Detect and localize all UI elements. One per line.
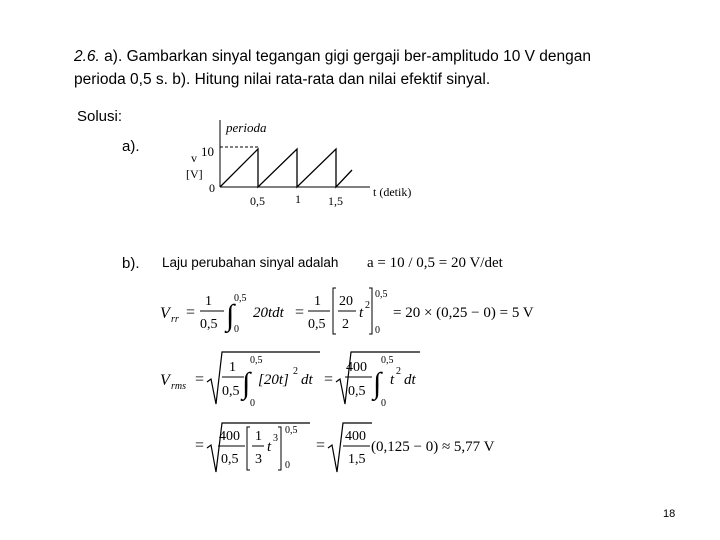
vrms-int2-lower: 0: [381, 398, 386, 409]
vrr-inner-den: 2: [342, 317, 349, 332]
vrms2-exp: 3: [273, 433, 278, 444]
vrms-int-upper: 0,5: [250, 355, 263, 366]
vrr-inner-num: 20: [339, 294, 353, 309]
vrr-f2-num: 1: [314, 294, 321, 309]
vrms-integrand: [20t]: [258, 372, 289, 388]
vrms-integrand2-exp: 2: [396, 366, 401, 377]
vrms-integral-icon: ∫: [242, 367, 251, 400]
vrr-bar-lower: 0: [375, 325, 380, 336]
vrms-lhs-sub: rms: [171, 381, 187, 392]
vrms-eq-sign-2: =: [324, 371, 334, 388]
vrr-bracket-left: [333, 288, 336, 334]
y-zero-label: 0: [209, 181, 215, 195]
vrms2-eq-sign-2: =: [316, 437, 326, 454]
vrr-eq-sign-2: =: [295, 304, 305, 321]
vrr-bar-upper: 0,5: [375, 289, 388, 300]
vrms2-bar-upper: 0,5: [285, 425, 298, 436]
vrr-int-upper: 0,5: [234, 293, 247, 304]
rate-equation: a = 10 / 0,5 = 20 V/det: [367, 255, 503, 271]
page-number: 18: [663, 508, 676, 520]
vrr-lhs-sub: rr: [171, 314, 179, 325]
vrr-formula: [160, 288, 534, 336]
period-label: perioda: [226, 120, 267, 135]
vrms2-f3-num: 400: [345, 429, 366, 444]
vrr-lhs: V: [160, 305, 170, 322]
vrms-integrand2: t: [390, 372, 395, 388]
vrr-integrand: 20tdt: [253, 305, 284, 321]
vrr-bracket-right: [369, 288, 372, 334]
vrms2-bracket-left: [247, 427, 250, 470]
x-axis-label: t (detik): [373, 185, 412, 199]
vrms-integral-icon-2: ∫: [373, 367, 382, 400]
vrms-f2-num: 400: [346, 360, 367, 375]
vrr-result: = 20 × (0,25 − 0) = 5 V: [393, 305, 534, 321]
vrms2-f2-num: 1: [255, 429, 262, 444]
vrms2-f3-den: 1,5: [348, 452, 366, 467]
vrms2-bracket-right: [278, 427, 281, 470]
x-label-1-5: 1,5: [328, 194, 343, 208]
vrms2-bar-lower: 0: [285, 460, 290, 471]
vrr-f1-den: 0,5: [200, 317, 218, 332]
vrms-dt: dt: [301, 372, 313, 388]
vrms2-tail: (0,125 − 0) ≈ 5,77 V: [371, 439, 495, 455]
vrr-f1-num: 1: [205, 294, 212, 309]
rate-label: Laju perubahan sinyal adalah: [162, 255, 339, 270]
part-a-label: a).: [122, 138, 140, 155]
vrms2-f1-num: 400: [219, 429, 240, 444]
solusi-label: Solusi:: [77, 108, 123, 125]
problem-number: 2.6.: [74, 48, 100, 65]
vrms-f1-num: 1: [229, 360, 236, 375]
vrms-integrand-exp: 2: [293, 366, 298, 377]
vrms-eq-sign: =: [195, 371, 205, 388]
vrms-f2-den: 0,5: [348, 384, 366, 399]
y-unit: [V]: [186, 167, 203, 181]
vrms-formula-2: [195, 423, 495, 472]
vrms-dt2: dt: [404, 372, 416, 388]
vrr-int-lower: 0: [234, 324, 239, 335]
vrms2-f1-den: 0,5: [221, 452, 239, 467]
vrr-inner-var: t: [359, 305, 364, 321]
problem-line-2: perioda 0,5 s. b). Hitung nilai rata-rata dan nilai efektif sinyal.: [74, 71, 491, 88]
vrr-f2-den: 0,5: [308, 317, 326, 332]
vrr-integral-icon: ∫: [226, 299, 235, 332]
vrms-f1-den: 0,5: [222, 384, 240, 399]
vrms-formula: [160, 352, 420, 409]
vrms-lhs: V: [160, 372, 170, 389]
problem-text-1: a). Gambarkan sinyal tegangan gigi gergaji ber-amplitudo 10 V dengan: [104, 48, 592, 65]
vrms2-var: t: [267, 439, 272, 455]
x-label-0-5: 0,5: [250, 194, 265, 208]
part-b-label: b).: [122, 255, 140, 272]
x-label-1: 1: [295, 192, 301, 206]
vrms2-f2-den: 3: [255, 452, 262, 467]
vrms2-eq-sign: =: [195, 437, 205, 454]
y-symbol: v: [191, 151, 197, 165]
vrms-int-lower: 0: [250, 398, 255, 409]
vrr-inner-exp: 2: [365, 300, 370, 311]
vrr-eq-sign: =: [186, 304, 196, 321]
y-max-label: 10: [201, 144, 214, 159]
vrms-int2-upper: 0,5: [381, 355, 394, 366]
